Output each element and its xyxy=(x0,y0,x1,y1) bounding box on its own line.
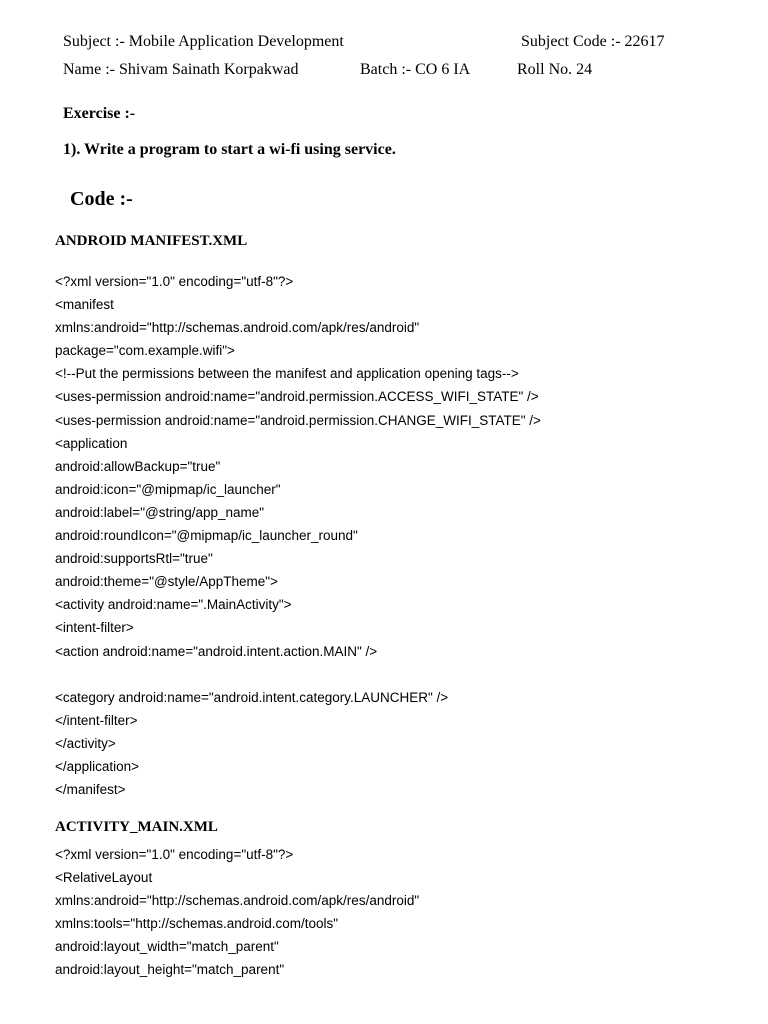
subject-label: Subject :- Mobile Application Development xyxy=(63,33,344,50)
code-line: android:label="@string/app_name" xyxy=(55,504,265,520)
code-line: android:layout_height="match_parent" xyxy=(55,962,285,978)
manifest-code-block xyxy=(55,270,541,801)
code-line: <application xyxy=(55,435,128,451)
code-line: xmlns:android="http://schemas.android.com/apk/res/android" xyxy=(55,320,420,336)
code-line: xmlns:tools="http://schemas.android.com/tools" xyxy=(55,916,339,932)
code-line: android:allowBackup="true" xyxy=(55,458,221,474)
code-line: android:icon="@mipmap/ic_launcher" xyxy=(55,481,281,497)
code-heading: Code :- xyxy=(70,188,133,210)
code-line: package="com.example.wifi"> xyxy=(55,343,235,359)
code-line: </activity> xyxy=(55,735,116,751)
code-line: xmlns:android="http://schemas.android.com/apk/res/android" xyxy=(55,893,420,909)
code-line: android:layout_width="match_parent" xyxy=(55,939,279,955)
code-line xyxy=(55,663,541,686)
activity-main-code-block xyxy=(55,843,419,982)
code-line: </application> xyxy=(55,758,140,774)
code-line: <action android:name="android.intent.action.MAIN" /> xyxy=(55,643,378,659)
batch-label: Batch :- CO 6 IA xyxy=(360,61,471,78)
subject-code-label: Subject Code :- 22617 xyxy=(521,33,665,50)
code-line: </manifest> xyxy=(55,782,126,798)
code-line: <manifest xyxy=(55,297,114,313)
student-name-label: Name :- Shivam Sainath Korpakwad xyxy=(63,61,299,78)
code-line: <uses-permission android:name="android.permission.CHANGE_WIFI_STATE" /> xyxy=(55,412,541,428)
manifest-section-title: ANDROID MANIFEST.XML xyxy=(55,233,248,249)
code-line: android:theme="@style/AppTheme"> xyxy=(55,574,278,590)
code-line: <activity android:name=".MainActivity"> xyxy=(55,597,292,613)
code-line: <category android:name="android.intent.category.LAUNCHER" /> xyxy=(55,689,449,705)
roll-number-label: Roll No. 24 xyxy=(517,61,593,78)
code-line: android:roundIcon="@mipmap/ic_launcher_round" xyxy=(55,528,358,544)
code-line: <uses-permission android:name="android.permission.ACCESS_WIFI_STATE" /> xyxy=(55,389,539,405)
exercise-heading: Exercise :- xyxy=(63,105,136,122)
code-line: <?xml version="1.0" encoding="utf-8"?> xyxy=(55,847,294,862)
code-line: </intent-filter> xyxy=(55,712,138,728)
code-line: android:supportsRtl="true" xyxy=(55,551,213,567)
code-line: <!--Put the permissions between the manifest and application opening tags--> xyxy=(55,366,519,382)
code-line: <intent-filter> xyxy=(55,620,134,636)
code-line: <?xml version="1.0" encoding="utf-8"?> xyxy=(55,274,294,289)
question-text: 1). Write a program to start a wi-fi using service. xyxy=(63,141,396,158)
code-line: <RelativeLayout xyxy=(55,870,153,886)
activity-main-section-title: ACTIVITY_MAIN.XML xyxy=(55,819,218,835)
